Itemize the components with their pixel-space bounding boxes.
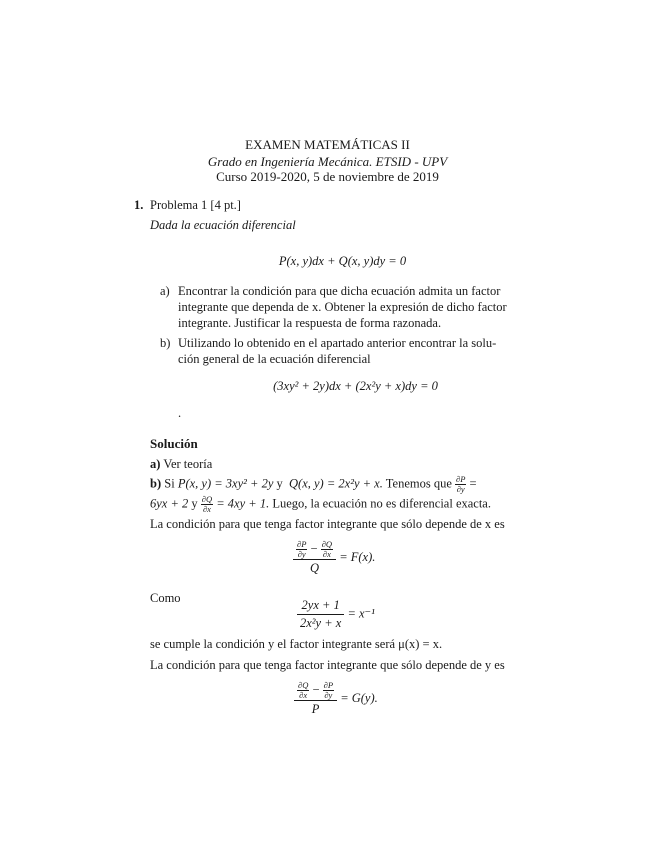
partial-p-value: 6yx + 2 <box>150 496 189 511</box>
part-a-line: integrante que dependa de x. Obtener la expresión de dicho factor <box>178 300 507 314</box>
solution-part-a <box>150 456 212 473</box>
condition-x-text: La condición para que tenga factor integrante que sólo depende de x es <box>150 517 505 531</box>
problem-title: Problema 1 [4 pt.] <box>150 198 241 212</box>
partial-p-partial-y: $\frac{\partial P}{\partial y}$ <box>456 474 466 494</box>
solution-heading: Solución <box>150 436 198 451</box>
not-exact-text: Luego, la ecuación no es diferencial exacta. <box>272 496 491 511</box>
formula-como-rhs: = x⁻¹ <box>347 606 375 621</box>
formula-gy-fraction: $\frac{\partial Q}{\partial x}$ − $\frac{\partial P}{\partial y}$ P <box>294 681 337 718</box>
solution-part-b-label: b) <box>150 476 162 491</box>
exam-course-date: Curso 2019-2020, 5 de noviembre de 2019 <box>216 169 439 184</box>
exam-subtitle: Grado en Ingeniería Mecánica. ETSID - UPV <box>207 154 448 169</box>
formula-como <box>297 597 375 632</box>
part-a-line: integrante. Justificar la respuesta de forma razonada. <box>178 316 442 330</box>
problem-number: 1. <box>134 198 144 212</box>
formula-fx-fraction: $\frac{\partial P}{\partial y}$ − $\frac{\partial Q}{\partial x}$ Q <box>293 540 336 577</box>
trailing-dot: . <box>178 406 182 420</box>
condition-y-text: La condición para que tenga factor integrante que sólo depende de y es <box>150 658 505 672</box>
formula-como-fraction: $\frac{2yx + 1}{\text{2x²y + x}}$ <box>297 597 344 632</box>
part-b-line: Utilizando lo obtenido en el apartado anterior encontrar la solu- <box>178 336 497 350</box>
formula-fx-rhs: = F(x). <box>339 550 376 565</box>
solution-part-a-text: Ver teoría <box>163 457 213 471</box>
part-a-line: Encontrar la condición para que dicha ecuación admita un factor <box>178 284 501 298</box>
main-differential-equation: P(x, y)dx + Q(x, y)dy = 0 <box>278 254 407 268</box>
solution-part-a-label: a) <box>150 457 161 471</box>
formula-gy-rhs: = G(y). <box>340 691 378 706</box>
p-definition: P(x, y) = 3xy² + 2y <box>177 476 274 491</box>
tenemos-text: Tenemos que <box>385 476 452 491</box>
formula-fx <box>293 540 375 577</box>
q-definition: Q(x, y) = 2x²y + x. <box>289 476 383 491</box>
partial-q-value: = 4xy + 1. <box>216 496 270 511</box>
and-word: y <box>191 496 198 511</box>
condition-satisfied-text: se cumple la condición y el factor integrante será μ(x) = x. <box>150 637 443 651</box>
partial-q-partial-x: $\frac{\partial Q}{\partial x}$ <box>201 494 213 514</box>
si-word: Si <box>164 476 175 491</box>
solution-part-b-line2 <box>150 495 491 514</box>
part-b-label: b) <box>160 336 171 350</box>
solution-part-b-line1 <box>150 475 477 494</box>
part-b-line: ción general de la ecuación diferencial <box>178 352 371 366</box>
como-word: Como <box>150 591 181 605</box>
equals-sign: = <box>469 476 477 491</box>
formula-gy <box>294 681 378 718</box>
problem-intro: Dada la ecuación diferencial <box>150 218 296 232</box>
part-a-label: a) <box>160 284 170 298</box>
exam-title: EXAMEN MATEMÁTICAS II <box>245 137 410 152</box>
part-b-equation: (3xy² + 2y)dx + (2x²y + x)dy = 0 <box>273 379 438 393</box>
and-word: y <box>276 476 283 491</box>
